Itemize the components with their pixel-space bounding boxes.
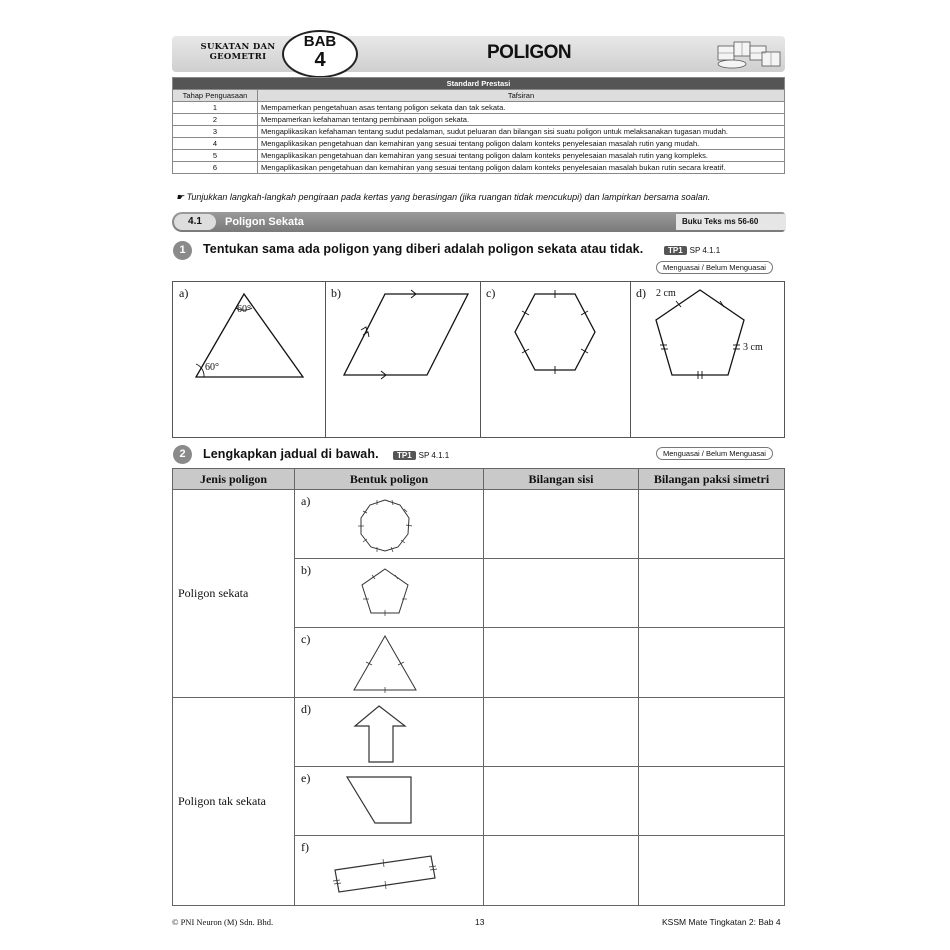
col-header: Bilangan sisi [484,469,639,490]
level-cell: 5 [173,150,258,162]
tp-sp-tag [664,246,720,255]
answer-cell[interactable] [484,628,639,698]
pentagon-shape [350,565,420,625]
side-label: 3 cm [743,342,763,353]
shape-label: b) [301,563,311,577]
question-text: Lengkapkan jadual di bawah. [203,447,379,461]
level-cell: 3 [173,126,258,138]
subject-line-2: GEOMETRI [209,52,267,62]
answer-cell[interactable] [639,490,785,559]
shape-label: a) [179,286,189,300]
table-row [173,102,785,114]
triangle-shape [350,632,420,694]
bab-label: BAB [303,33,337,50]
shape-label: c) [486,286,496,300]
level-cell: 2 [173,114,258,126]
subject-label [198,42,278,62]
answer-cell[interactable] [484,836,639,906]
shape-cell [295,767,484,836]
col-header: Jenis poligon [173,469,295,490]
page-number: 13 [475,917,485,927]
shape-cell [295,836,484,906]
footer-book-title: KSSM Mate Tingkatan 2: Bab 4 [662,917,781,927]
shape-label: b) [331,286,341,300]
section-number: 4.1 [174,214,216,230]
level-cell: 1 [173,102,258,114]
table-row [173,126,785,138]
answer-cell[interactable] [639,767,785,836]
chapter-badge [282,30,358,78]
answer-cell[interactable] [639,559,785,628]
sp-label: SP 4.1.1 [418,451,450,460]
tp-badge: TP1 [393,451,416,460]
group-label: Poligon sekata [173,490,295,698]
answer-cell[interactable] [484,767,639,836]
col-header: Bilangan paksi simetri [639,469,785,490]
desc-cell: Mengaplikasikan pengetahuan dan kemahiran yang sesuai tentang poligon dalam konteks penyelesaian masalah rutin yang kompleks. [258,150,785,162]
parallelogram-shape [325,282,480,437]
table-row [173,150,785,162]
q1-cell-a [173,282,326,437]
rectangle-shape [331,846,441,900]
chapter-header [172,33,785,72]
q1-cell-d [630,282,784,437]
nonagon-shape [350,496,420,556]
shape-label: f) [301,840,309,854]
desc-cell: Mengaplikasikan kefahaman tentang sudut pedalaman, sudut peluaran dan bilangan sisi suatu poligon untuk melaksanakan tugasan mudah. [258,126,785,138]
answer-cell[interactable] [484,559,639,628]
section-title: Poligon Sekata [225,216,304,228]
table-row [173,698,785,767]
subject-line-1: SUKATAN DAN [200,42,276,52]
shape-cell [295,490,484,559]
table-row [173,162,785,174]
table-row [173,138,785,150]
desc-cell: Mempamerkan kefahaman tentang pembinaan poligon sekata. [258,114,785,126]
mastery-checkbox[interactable]: Menguasai / Belum Menguasai [656,261,773,274]
tp-sp-tag [393,451,449,460]
group-label: Poligon tak sekata [173,698,295,906]
desc-cell: Mempamerkan pengetahuan asas tentang poligon sekata dan tak sekata. [258,102,785,114]
shape-cell [295,628,484,698]
bab-number: 4 [314,49,326,71]
sp-label: SP 4.1.1 [689,246,721,255]
col-desc-header: Tafsiran [258,90,785,102]
arrow-shape [353,702,423,766]
table-row [173,490,785,559]
pentagon-shape [630,282,784,437]
col-header: Bentuk poligon [295,469,484,490]
question-text: Tentukan sama ada poligon yang diberi adalah poligon sekata atau tidak. [203,242,644,256]
hexagon-shape [480,282,630,437]
shape-label: d) [301,702,311,716]
table-row [173,114,785,126]
angle-label: 60° [237,304,251,315]
answer-cell[interactable] [484,490,639,559]
instruction-text: ☛ Tunjukkan langkah-langkah pengiraan pada kertas yang berasingan (jika ruangan tidak mencukupi) dan lampirkan bersama soalan. [176,192,711,202]
dice-decoration-icon [712,38,784,70]
question-number: 1 [173,241,192,260]
tp-badge: TP1 [664,246,687,255]
answer-cell[interactable] [639,698,785,767]
shape-label: c) [301,632,311,646]
q1-shapes-grid [172,281,785,438]
q1-cell-c [480,282,631,437]
angle-label: 60° [205,362,219,373]
standard-title: Standard Prestasi [173,78,785,90]
shape-cell [295,559,484,628]
shape-label: e) [301,771,311,785]
col-level-header: Tahap Penguasaan [173,90,258,102]
textbook-ref: Buku Teks ms 56-60 [676,214,786,230]
question-number: 2 [173,445,192,464]
answer-cell[interactable] [639,836,785,906]
desc-cell: Mengaplikasikan pengetahuan dan kemahiran yang sesuai tentang poligon dalam konteks penyelesaian masalah rutin yang mudah. [258,138,785,150]
page-title: POLIGON [487,42,572,63]
mastery-checkbox[interactable]: Menguasai / Belum Menguasai [656,447,773,460]
answer-cell[interactable] [639,628,785,698]
standard-prestasi-table [172,77,785,174]
polygon-table [172,468,785,906]
desc-cell: Mengaplikasikan pengetahuan dan kemahiran yang sesuai tentang poligon dalam konteks penyelesaian masalah bukan rutin secara kreatif. [258,162,785,174]
shape-label: d) [636,286,646,300]
q1-cell-b [325,282,481,437]
level-cell: 6 [173,162,258,174]
side-label: 2 cm [656,288,676,299]
answer-cell[interactable] [484,698,639,767]
level-cell: 4 [173,138,258,150]
shape-cell [295,698,484,767]
shape-label: a) [301,494,311,508]
footer-copyright: © PNI Neuron (M) Sdn. Bhd. [172,917,274,927]
trapezium-shape [343,773,423,829]
